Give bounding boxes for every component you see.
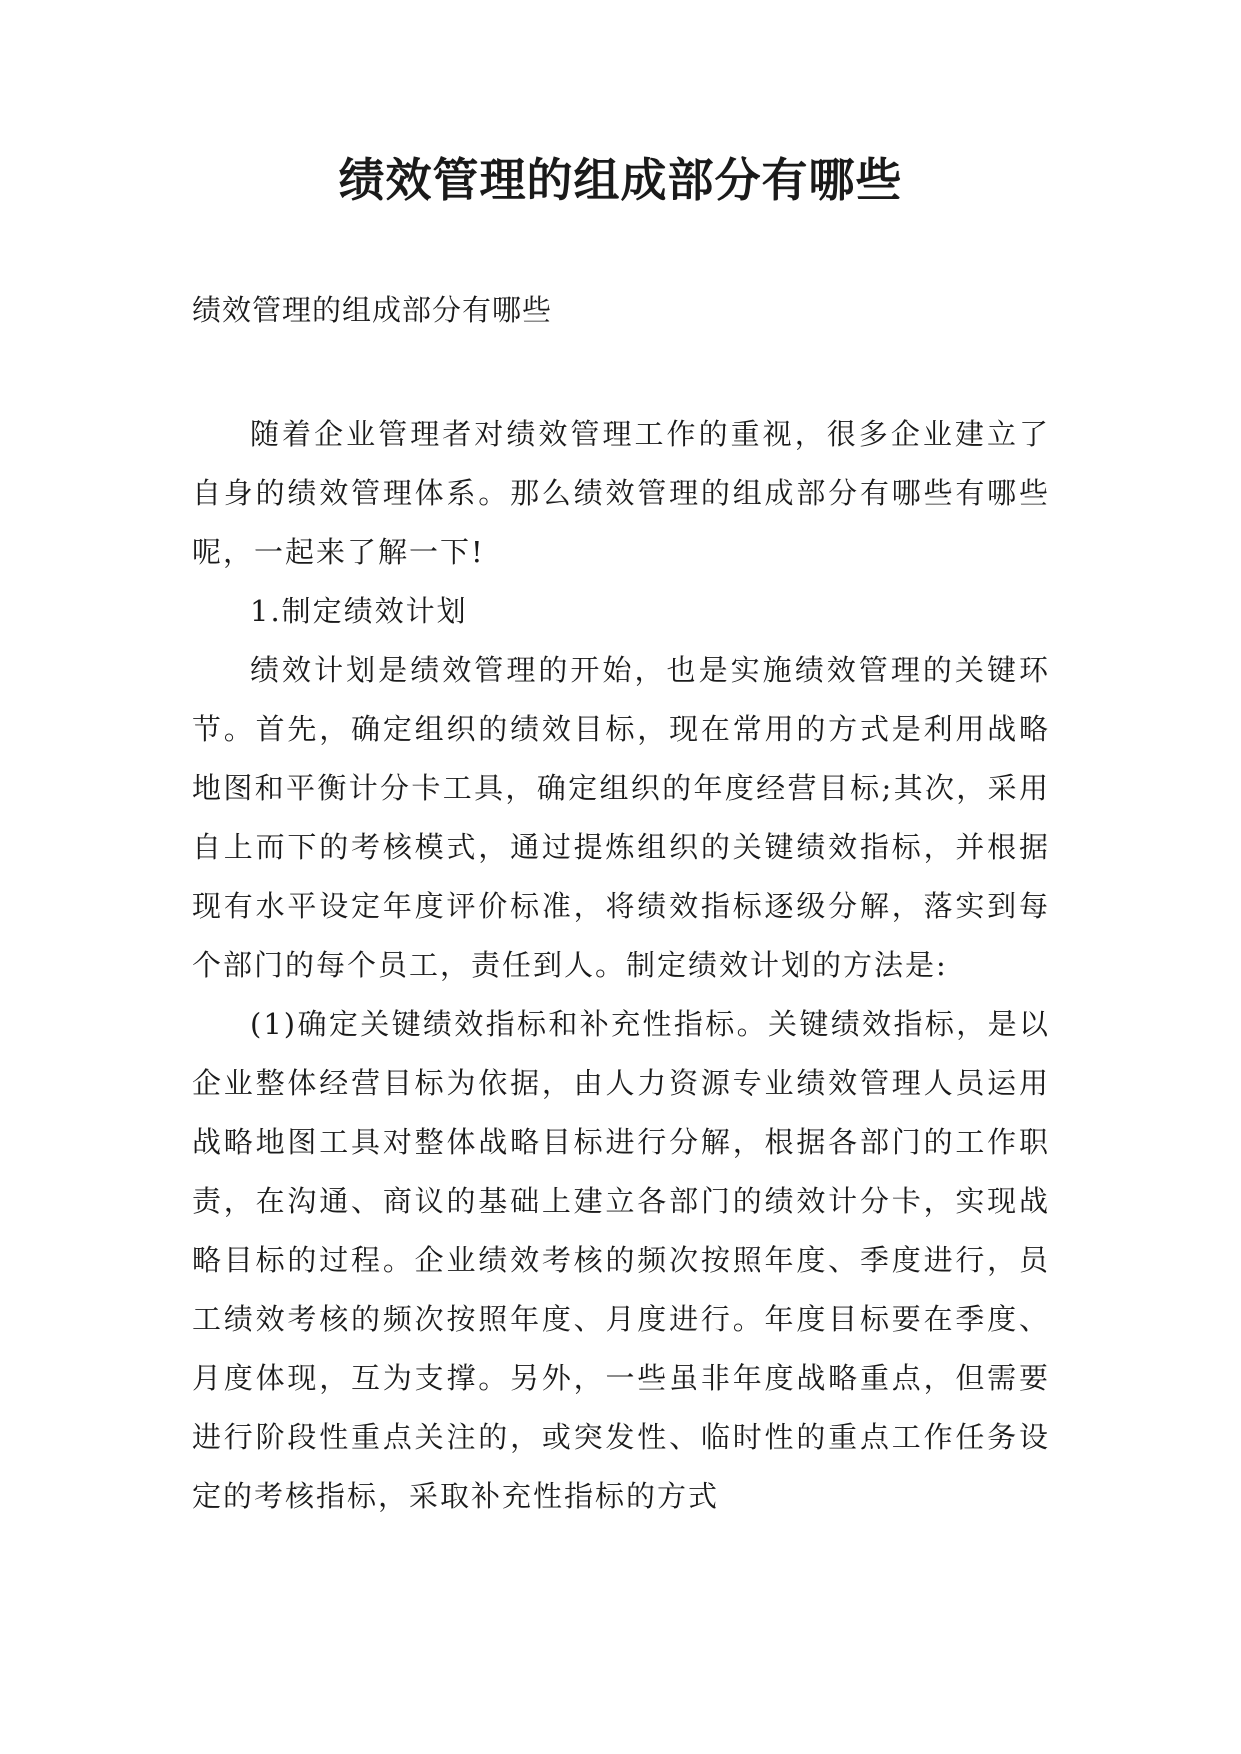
paragraph-kpi: (1)确定关键绩效指标和补充性指标。关键绩效指标，是以企业整体经营目标为依据，由人力资源专业绩效管理人员运用战略地图工具对整体战略目标进行分解，根据各部门的工作职责，在沟通、商议的基础上建立各部门的绩效计分卡，实现战略目标的过程。企业绩效考核的频次按照年度、季度进行，员工绩效考核的频次按照年度、月度进行。年度目标要在季度、月度体现，互为支撑。另外，一些虽非年度战略重点，但需要进行阶段性重点关注的，或突发性、临时性的重点工作任务设定的考核指标，采取补充性指标的方式 bbox=[192, 1007, 1050, 1513]
paragraph-intro: 随着企业管理者对绩效管理工作的重视，很多企业建立了自身的绩效管理体系。那么绩效管理的组成部分有哪些有哪些呢，一起来了解一下! bbox=[192, 417, 1050, 569]
paragraph-heading-1: 1.制定绩效计划 bbox=[250, 594, 468, 628]
document-title: 绩效管理的组成部分有哪些 bbox=[338, 153, 903, 207]
document-body bbox=[192, 405, 1050, 1526]
document-subtitle: 绩效管理的组成部分有哪些 bbox=[192, 293, 553, 327]
paragraph-plan: 绩效计划是绩效管理的开始，也是实施绩效管理的关键环节。首先，确定组织的绩效目标，现在常用的方式是利用战略地图和平衡计分卡工具，确定组织的年度经营目标;其次，采用自上而下的考核模式，通过提炼组织的关键绩效指标，并根据现有水平设定年度评价标准，将绩效指标逐级分解，落实到每个部门的每个员工，责任到人。制定绩效计划的方法是: bbox=[192, 653, 1050, 982]
